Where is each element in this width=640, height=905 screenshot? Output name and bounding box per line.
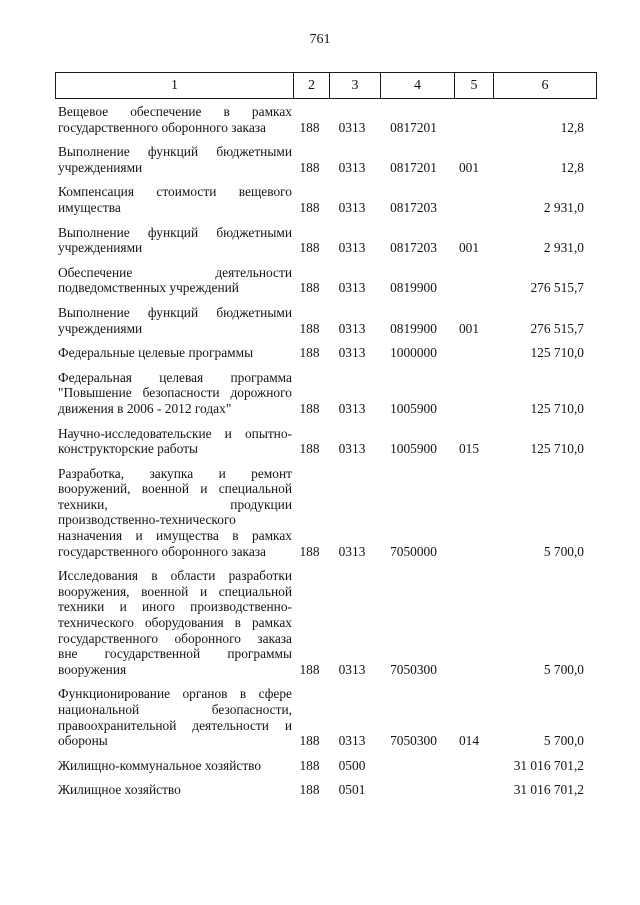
row-section: 0313 (338, 441, 366, 457)
row-ved: 188 (299, 119, 320, 135)
table-row (55, 225, 597, 256)
table-header (55, 72, 597, 99)
row-ved: 188 (299, 159, 320, 175)
row-amount: 5 700,0 (543, 661, 584, 677)
row-name-line: государственного оборонного заказа (58, 119, 267, 135)
row-ved: 188 (299, 345, 320, 361)
row-name-line: учреждениями (58, 159, 143, 175)
row-name-line: Вещевое обеспечение в рамках (58, 104, 292, 119)
column-header-5: 5 (454, 73, 493, 98)
row-target-article: 7050300 (390, 661, 437, 677)
row-name-line: учреждениями (58, 240, 143, 256)
row-name-line: вооружения, военной и специальной (58, 583, 292, 599)
row-amount: 2 931,0 (543, 199, 584, 215)
row-target-article: 0817203 (390, 199, 437, 215)
row-amount: 2 931,0 (543, 240, 584, 256)
row-section: 0313 (338, 661, 366, 677)
row-section: 0313 (338, 320, 366, 336)
table-row (55, 426, 597, 457)
row-name (55, 370, 292, 417)
row-name-line: Выполнение функций бюджетными (58, 144, 292, 160)
row-ved: 188 (299, 240, 320, 256)
row-target-article: 1005900 (390, 400, 437, 416)
row-name-line: подведомственных учреждений (58, 280, 239, 296)
row-section: 0313 (338, 199, 366, 215)
row-target-article: 7050300 (390, 733, 437, 749)
row-name-line: учреждениями (58, 320, 143, 336)
row-name-line: технического оборудования в рамках (58, 615, 292, 631)
table-row (55, 104, 597, 135)
row-target-article: 1000000 (390, 345, 437, 361)
row-name (55, 265, 292, 296)
table-row (55, 144, 597, 175)
table-row (55, 265, 597, 296)
row-target-article: 0817201 (390, 159, 437, 175)
row-amount: 125 710,0 (530, 441, 584, 457)
row-ved: 188 (299, 441, 320, 457)
row-name (55, 305, 292, 336)
row-name-line: движения в 2006 - 2012 годах" (58, 400, 232, 416)
row-ved: 188 (299, 733, 320, 749)
row-section: 0500 (338, 757, 366, 773)
row-name-line: Выполнение функций бюджетными (58, 224, 292, 240)
row-expense-type: 001 (458, 159, 480, 175)
row-name-line: национальной безопасности, (58, 702, 292, 717)
row-amount: 12,8 (560, 119, 584, 135)
row-amount: 125 710,0 (530, 400, 584, 416)
row-name-line: Разработка, закупка и ремонт (58, 465, 292, 481)
row-name-line: Федеральная целевая программа (58, 369, 292, 385)
row-amount: 31 016 701,2 (513, 782, 584, 798)
row-name (55, 104, 292, 135)
row-amount: 12,8 (560, 159, 584, 175)
row-ved: 188 (299, 320, 320, 336)
table-row (55, 305, 597, 336)
row-name-line: конструкторские работы (58, 441, 198, 457)
row-name-line: государственного оборонного заказа (58, 543, 267, 559)
table-row (55, 758, 597, 774)
row-target-article: 1005900 (390, 441, 437, 457)
row-amount: 5 700,0 (543, 733, 584, 749)
row-ved: 188 (299, 661, 320, 677)
table-row (55, 370, 597, 417)
table-row (55, 345, 597, 361)
row-name-line: Исследования в области разработки (58, 568, 292, 584)
row-section: 0313 (338, 543, 366, 559)
row-name-line: государственного оборонного заказа (58, 630, 292, 646)
row-section: 0313 (338, 240, 366, 256)
row-section: 0313 (338, 400, 366, 416)
row-name (55, 782, 292, 798)
table-body (55, 104, 597, 798)
row-ved: 188 (299, 543, 320, 559)
row-name-line: Жилищное хозяйство (58, 782, 181, 798)
row-amount: 5 700,0 (543, 543, 584, 559)
row-name-line: Функционирование органов в сфере (58, 686, 292, 702)
row-section: 0313 (338, 119, 366, 135)
row-name-line: техники и иного производственно- (58, 599, 292, 615)
row-name (55, 466, 292, 560)
table-row (55, 568, 597, 677)
column-header-6: 6 (493, 73, 596, 98)
row-name-line: вне государственной программы (58, 646, 292, 662)
table-row (55, 466, 597, 560)
column-header-4: 4 (380, 73, 454, 98)
row-target-article: 7050000 (390, 543, 437, 559)
row-name (55, 426, 292, 457)
row-section: 0313 (338, 345, 366, 361)
row-expense-type: 014 (458, 733, 480, 749)
row-name-line: техники, продукции (58, 496, 292, 512)
row-expense-type: 001 (458, 240, 480, 256)
row-name-line: вооружения (58, 661, 127, 677)
row-target-article: 0817201 (390, 119, 437, 135)
row-name-line: Выполнение функций бюджетными (58, 304, 292, 320)
column-header-1: 1 (171, 78, 178, 93)
row-name-line: правоохранительной деятельности и (58, 717, 292, 733)
row-ved: 188 (299, 782, 320, 798)
row-ved: 188 (299, 400, 320, 416)
row-section: 0313 (338, 280, 366, 296)
row-section: 0501 (338, 782, 366, 798)
row-target-article: 0817203 (390, 240, 437, 256)
column-header-3: 3 (329, 73, 380, 98)
row-name-line: имущества (58, 199, 121, 215)
row-name-line: вооружений, военной и специальной (58, 481, 292, 497)
row-name-line: Компенсация стоимости вещевого (58, 184, 292, 200)
column-header-2: 2 (293, 73, 329, 98)
row-name (55, 345, 292, 361)
row-ved: 188 (299, 280, 320, 296)
row-name-line: Научно-исследовательские и опытно- (58, 425, 292, 441)
row-name-line: Федеральные целевые программы (58, 345, 254, 361)
row-amount: 125 710,0 (530, 345, 584, 361)
row-expense-type: 015 (458, 441, 480, 457)
row-expense-type: 001 (458, 320, 480, 336)
budget-table (55, 72, 597, 807)
page-number: 761 (309, 32, 331, 47)
table-row (55, 782, 597, 798)
row-section: 0313 (338, 159, 366, 175)
row-amount: 31 016 701,2 (513, 757, 584, 773)
row-name-line: Жилищно-коммунальное хозяйство (58, 757, 262, 773)
row-name-line: "Повышение безопасности дорожного (58, 385, 292, 401)
row-name-line: обороны (58, 733, 108, 749)
row-name (55, 184, 292, 215)
row-name (55, 568, 292, 677)
row-target-article: 0819900 (390, 280, 437, 296)
row-section: 0313 (338, 733, 366, 749)
row-target-article: 0819900 (390, 320, 437, 336)
row-amount: 276 515,7 (530, 280, 584, 296)
row-ved: 188 (299, 757, 320, 773)
row-name (55, 758, 292, 774)
row-name-line: производственно-технического (58, 512, 236, 528)
row-name-line: назначения и имущества в рамках (58, 528, 292, 544)
row-name (55, 686, 292, 748)
row-name (55, 144, 292, 175)
row-name-line: Обеспечение деятельности (58, 264, 292, 280)
table-row (55, 184, 597, 215)
row-ved: 188 (299, 199, 320, 215)
row-amount: 276 515,7 (530, 320, 584, 336)
row-name (55, 225, 292, 256)
table-row (55, 686, 597, 748)
